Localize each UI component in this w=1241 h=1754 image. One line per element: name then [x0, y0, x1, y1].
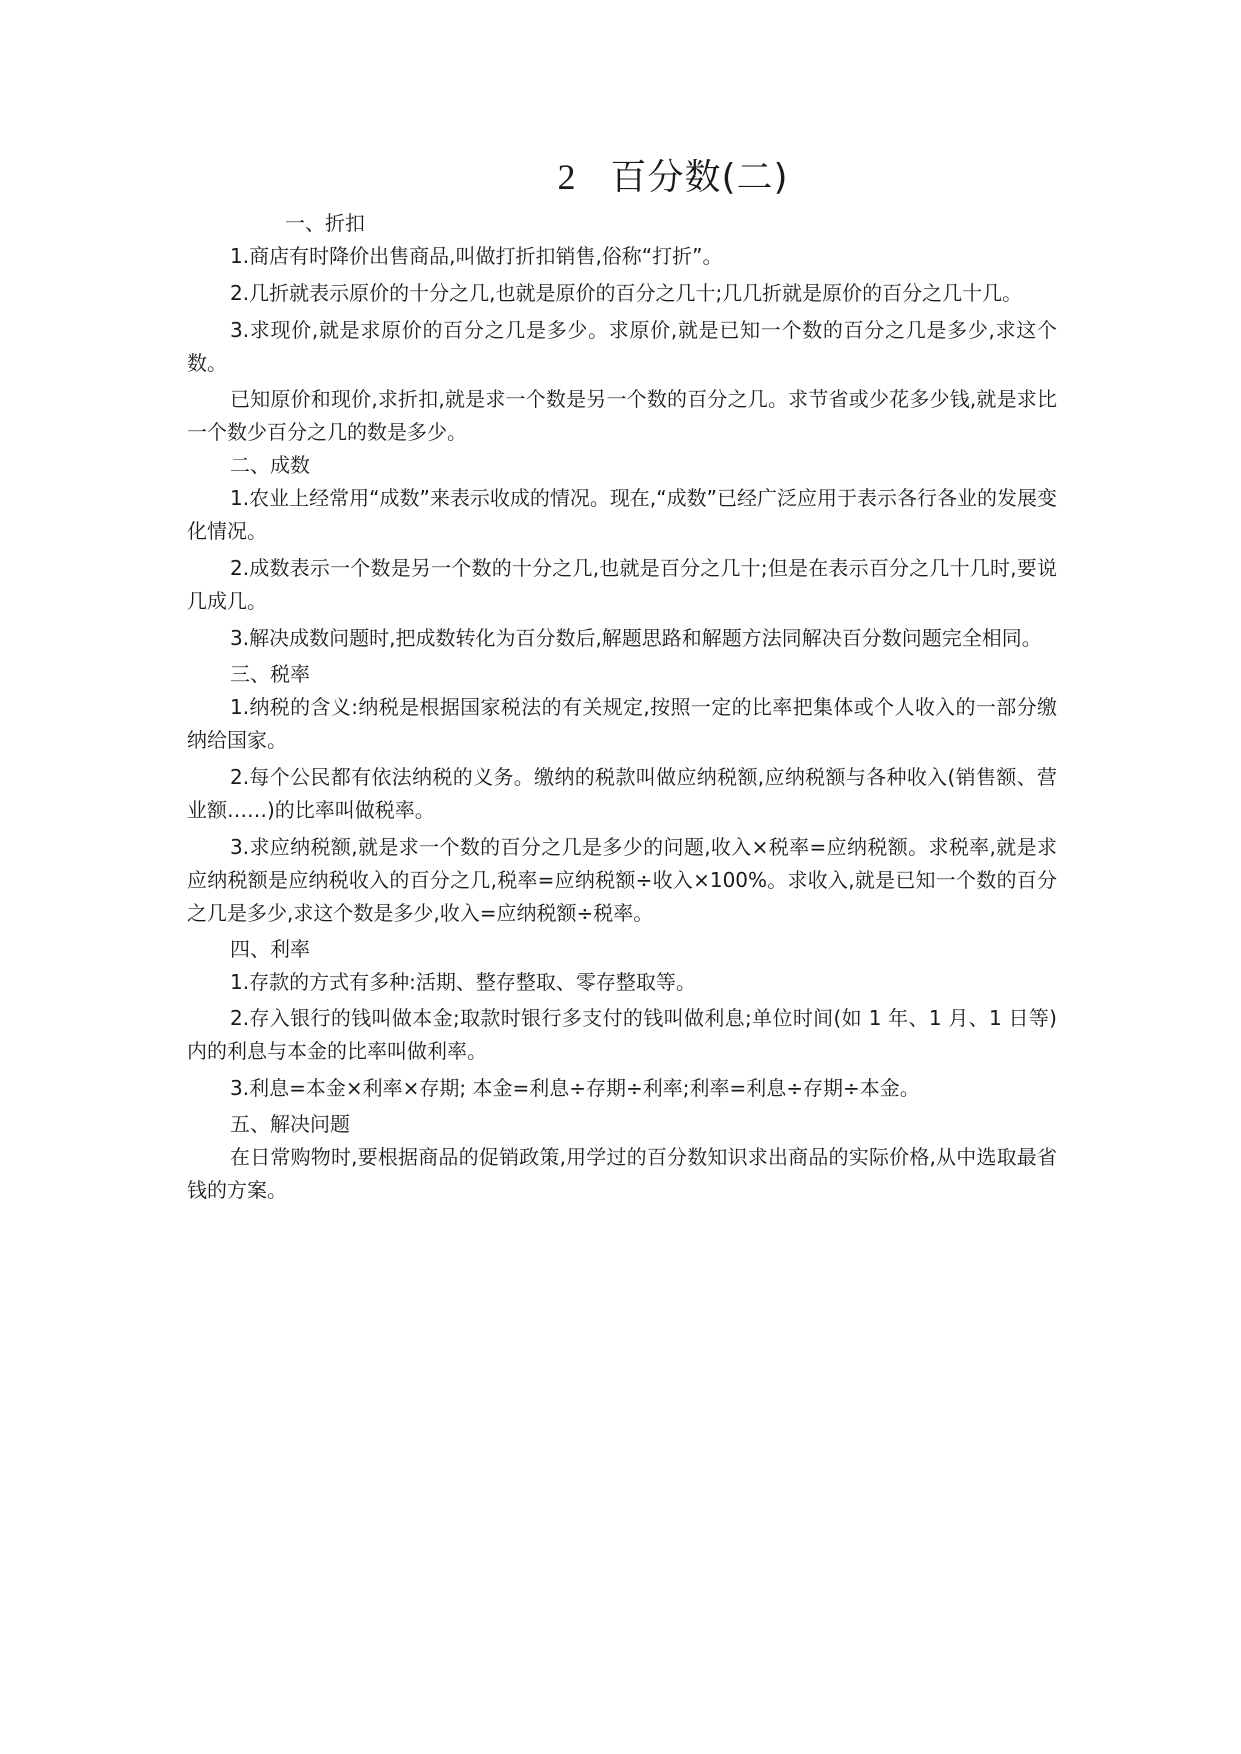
paragraph: 3.解决成数问题时,把成数转化为百分数后,解题思路和解题方法同解决百分数问题完全相同。 — [230, 626, 1042, 650]
section-heading-chengshu: 二、成数 — [230, 453, 310, 477]
paragraph: 3.利息=本金×利率×存期; 本金=利息÷存期÷利率;利率=利息÷存期÷本金。 — [230, 1076, 920, 1100]
paragraph: 1.存款的方式有多种:活期、整存整取、零存整取等。 — [230, 970, 696, 994]
paragraph: 已知原价和现价,求折扣,就是求一个数是另一个数的百分之几。求节省或少花多少钱,就是求比一个数少百分之几的数是多少。 — [187, 387, 1057, 444]
page-title — [0, 152, 1241, 203]
paragraph: 1.农业上经常用“成数”来表示收成的情况。现在,“成数”已经广泛应用于表示各行各业的发展变化情况。 — [187, 486, 1057, 543]
title-text: 百分数(二) — [610, 157, 789, 198]
paragraph: 3.求现价,就是求原价的百分之几是多少。求原价,就是已知一个数的百分之几是多少,求这个数。 — [187, 318, 1057, 375]
section-heading-tax-rate: 三、税率 — [230, 662, 310, 686]
paragraph: 2.几折就表示原价的十分之几,也就是原价的百分之几十;几几折就是原价的百分之几十几。 — [230, 281, 1023, 305]
paragraph: 1.商店有时降价出售商品,叫做打折扣销售,俗称“打折”。 — [230, 244, 723, 268]
title-number: 2 — [557, 157, 577, 197]
paragraph: 3.求应纳税额,就是求一个数的百分之几是多少的问题,收入×税率=应纳税额。求税率,就是求应纳税额是应纳税收入的百分之几,税率=应纳税额÷收入×100%。求收入,就是已知一个数的百分之几是多少,求这个数是多少,收入=应纳税额÷税率。 — [187, 835, 1057, 925]
paragraph: 2.存入银行的钱叫做本金;取款时银行多支付的钱叫做利息;单位时间(如 1 年、1 月、1 日等)内的利息与本金的比率叫做利率。 — [187, 1006, 1057, 1063]
paragraph: 在日常购物时,要根据商品的促销政策,用学过的百分数知识求出商品的实际价格,从中选取最省钱的方案。 — [187, 1145, 1057, 1202]
section-heading-interest-rate: 四、利率 — [230, 937, 310, 961]
paragraph: 1.纳税的含义:纳税是根据国家税法的有关规定,按照一定的比率把集体或个人收入的一部分缴纳给国家。 — [187, 695, 1057, 752]
paragraph: 2.成数表示一个数是另一个数的十分之几,也就是百分之几十;但是在表示百分之几十几时,要说几成几。 — [187, 556, 1057, 613]
section-heading-discount: 一、折扣 — [285, 211, 365, 235]
document-body — [187, 207, 1057, 1207]
section-heading-problem-solving: 五、解决问题 — [230, 1112, 350, 1136]
paragraph: 2.每个公民都有依法纳税的义务。缴纳的税款叫做应纳税额,应纳税额与各种收入(销售额、营业额……)的比率叫做税率。 — [187, 765, 1057, 822]
